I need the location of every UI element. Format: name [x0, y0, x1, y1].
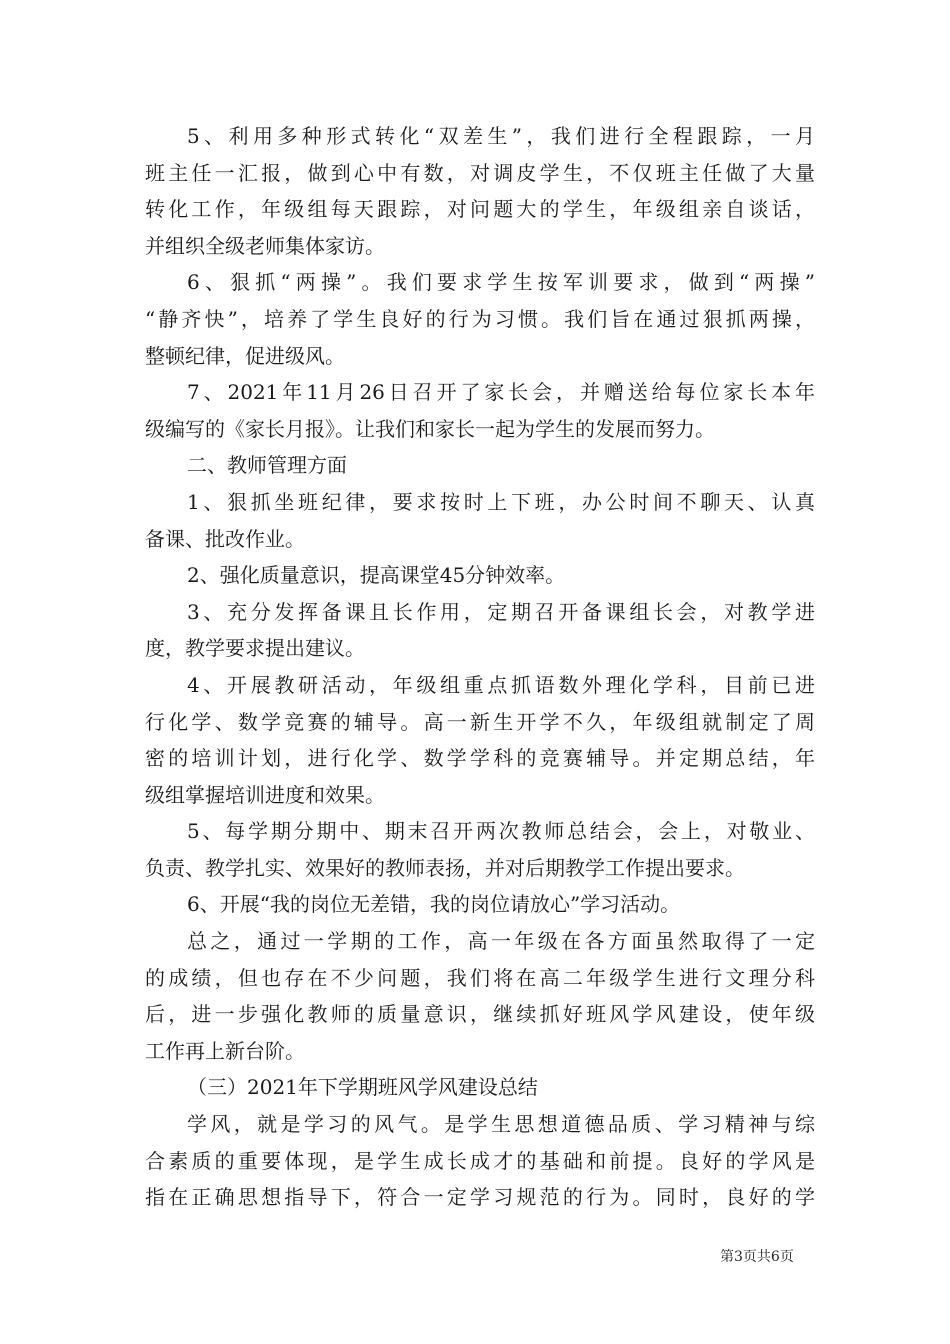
text-line: （三）2021年下学期班风学风建设总结 [187, 1075, 538, 1100]
text-line: 6、狠抓“两操”。我们要求学生按军训要求，做到“两操” [187, 270, 815, 295]
text-line: 转化工作，年级组每天跟踪，对问题大的学生，年级组亲自谈话， [145, 197, 815, 222]
text-line: 合素质的重要体现，是学生成长成才的基础和前提。良好的学风是 [145, 1148, 815, 1173]
text-line: 整顿纪律，促进级风。 [145, 343, 345, 368]
text-line: 负责、教学扎实、效果好的教师表扬，并对后期教学工作提出要求。 [145, 855, 745, 880]
text-line: 指在正确思想指导下，符合一定学习规范的行为。同时，良好的学 [145, 1185, 815, 1210]
text-line: 二、教师管理方面 [187, 453, 347, 478]
text-line: 级组掌握培训进度和效果。 [145, 782, 385, 807]
text-line: 学风，就是学习的风气。是学生思想道德品质、学习精神与综 [187, 1112, 815, 1137]
text-line: 3、充分发挥备课且长作用，定期召开备课组长会，对教学进 [187, 599, 815, 624]
text-line: 1、狠抓坐班纪律，要求按时上下班，办公时间不聊天、认真 [187, 489, 815, 514]
text-line: 5、利用多种形式转化“双差生”，我们进行全程跟踪，一月 [187, 124, 815, 148]
text-line: 并组织全级老师集体家访。 [145, 233, 385, 258]
text-line: 5、每学期分期中、期末召开两次教师总结会，会上，对敬业、 [187, 819, 815, 844]
text-line: “静齐快”，培养了学生良好的行为习惯。我们旨在通过狠抓两操， [145, 306, 815, 331]
text-line: 4、开展教研活动，年级组重点抓语数外理化学科，目前已进 [187, 672, 815, 697]
text-line: 密的培训计划，进行化学、数学学科的竞赛辅导。并定期总结，年 [145, 746, 815, 771]
text-line: 班主任一汇报，做到心中有数，对调皮学生，不仅班主任做了大量 [145, 160, 815, 185]
text-line: 级编写的《家长月报》。让我们和家长一起为学生的发展而努力。 [145, 416, 715, 441]
text-line: 行化学、数学竞赛的辅导。高一新生开学不久，年级组就制定了周 [145, 709, 815, 734]
text-line: 6、开展“我的岗位无差错，我的岗位请放心”学习活动。 [187, 892, 681, 917]
text-line: 总之，通过一学期的工作，高一年级在各方面虽然取得了一定 [187, 929, 815, 954]
text-line: 的成绩，但也存在不少问题，我们将在高二年级学生进行文理分科 [145, 965, 815, 990]
text-line: 后，进一步强化教师的质量意识，继续抓好班风学风建设，使年级 [145, 1002, 815, 1027]
text-line: 备课、批改作业。 [145, 526, 305, 551]
body-text [145, 118, 815, 1216]
text-line: 工作再上新台阶。 [145, 1038, 305, 1063]
text-line: 度，教学要求提出建议。 [145, 636, 365, 661]
text-line: 7、2021年11月26日召开了家长会，并赠送给每位家长本年 [187, 380, 815, 405]
page-number: 第3页共6页 [720, 1249, 794, 1265]
text-line: 2、强化质量意识，提高课堂45分钟效率。 [187, 563, 566, 588]
